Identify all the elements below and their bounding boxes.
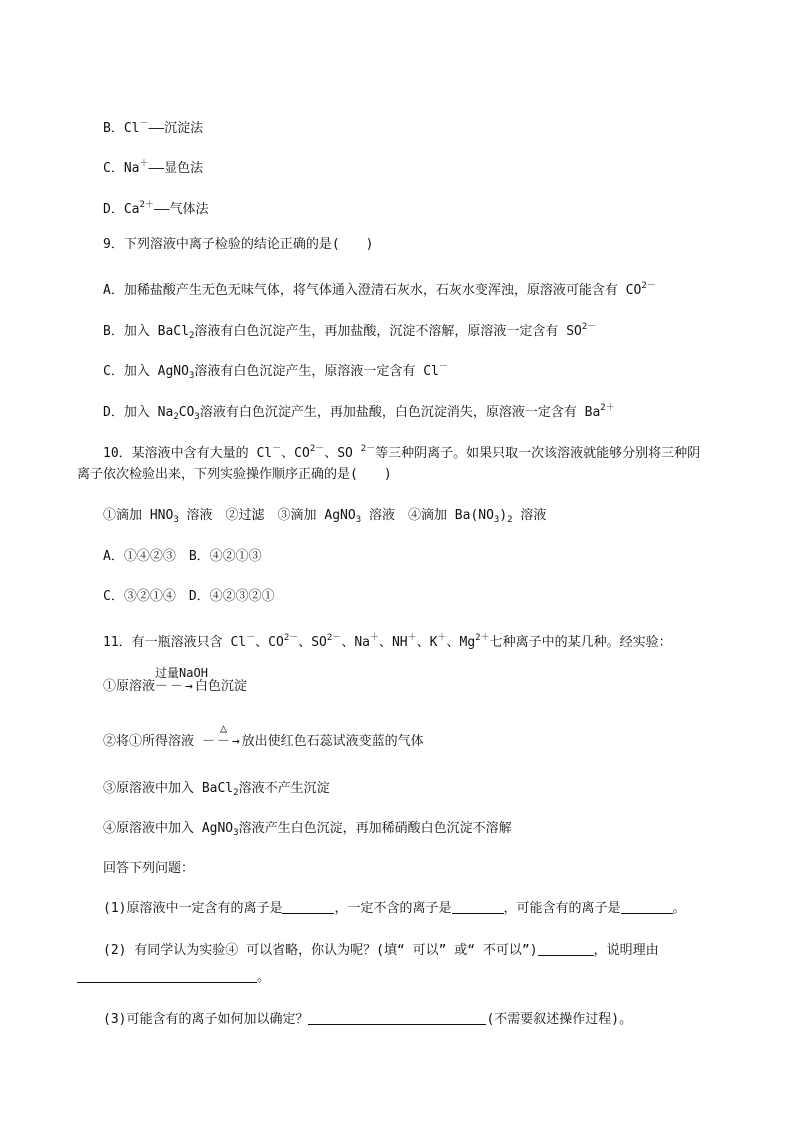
answer-blank-2[interactable] [452, 901, 504, 914]
q11-experiment-3: ③原溶液中加入 BaCl$_2$溶液不产生沉淀 [103, 781, 330, 798]
q11-stem: 11．有一瓶溶液只含 Cl－、$CO^{2-}$、$SO^{2-}$、Na＋、NH＋、K＋、$Mg^{2+}$七种离子中的某几种。经实验： [103, 633, 672, 650]
q9-stem: 9．下列溶液中离子检验的结论正确的是( ) [103, 237, 374, 252]
q9-option-a: A．加稀盐酸产生无色无味气体，将气体通入澄清石灰水，石灰水变浑浊，原溶液可能含有 $CO^{2-}$ [103, 281, 656, 298]
option-b: B．Cl－——沉淀法 [103, 119, 204, 136]
q11-part-2: (2) 有同学认为实验④ 可以省略，你认为呢？(填“ 可以” 或“ 不可以”) ，说明理由 [103, 943, 659, 958]
q11-experiment-1: ①原溶液 过量NaOH －－→白色沉淀 [103, 666, 247, 694]
option-c: C．Na＋——显色法 [103, 159, 204, 176]
arrow-condition-label: 过量NaOH [155, 666, 208, 680]
answer-blank-6[interactable] [308, 1012, 486, 1025]
q11-part-2-cont: 。 [77, 969, 270, 987]
q11-part-3: (3)可能含有的离子如何加以确定？ (不需要叙述操作过程)。 [103, 1012, 633, 1027]
q11-part-1: (1)原溶液中一定含有的离子是 ，一定不含的离子是 ，可能含有的离子是 。 [103, 901, 686, 916]
answer-blank-5[interactable] [77, 970, 257, 983]
q9-option-b: B．加入 BaCl$_2$溶液有白色沉淀产生，再加盐酸，沉淀不溶解，原溶液一定含有 $SO^{2-}$ [103, 322, 597, 341]
answer-blank-4[interactable] [538, 943, 594, 956]
q10-stem-line1: 10．某溶液中含有大量的 Cl－、$CO^{2-}$、SO $^{2-}$等三种阴离子。如果只取一次该溶液就能够分别将三种阴 [103, 444, 701, 461]
q9-option-c: C．加入 AgNO$_3$溶液有白色沉淀产生，原溶液一定含有 Cl－ [103, 362, 448, 381]
q10-operations: ①滴加 $HNO_3$ 溶液 ②过滤 ③滴加 AgNO$_3$ 溶液 ④滴加 $Ba(NO_3)_2$ 溶液 [103, 508, 547, 525]
q11-answer-intro: 回答下列问题： [103, 861, 195, 876]
reaction-arrow: △ －－→ [201, 721, 242, 749]
q11-experiment-2: ②将①所得溶液 △ －－→放出使红色石蕊试液变蓝的气体 [103, 721, 424, 749]
answer-blank-3[interactable] [621, 901, 673, 914]
q10-stem-line2: 离子依次检验出来，下列实验操作顺序正确的是( ) [77, 467, 392, 482]
q10-choices-cd: C．③②①④ D．④②③②① [103, 589, 275, 604]
q11-experiment-4: ④原溶液中加入 AgNO$_3$溶液产生白色沉淀，再加稀硝酸白色沉淀不溶解 [103, 821, 512, 838]
option-d: D．$Ca^{2+}——$气体法 [103, 200, 209, 217]
answer-blank-1[interactable] [282, 901, 334, 914]
reaction-arrow: 过量NaOH －－→ [155, 666, 208, 694]
heat-symbol: △ [219, 721, 228, 735]
q10-choices-ab: A．①④②③ B．④②①③ [103, 549, 262, 564]
q9-option-d: D．加入 $Na_2CO_3$溶液有白色沉淀产生，再加盐酸，白色沉淀消失，原溶液一定含有 $Ba^{2+}$ [103, 403, 615, 422]
